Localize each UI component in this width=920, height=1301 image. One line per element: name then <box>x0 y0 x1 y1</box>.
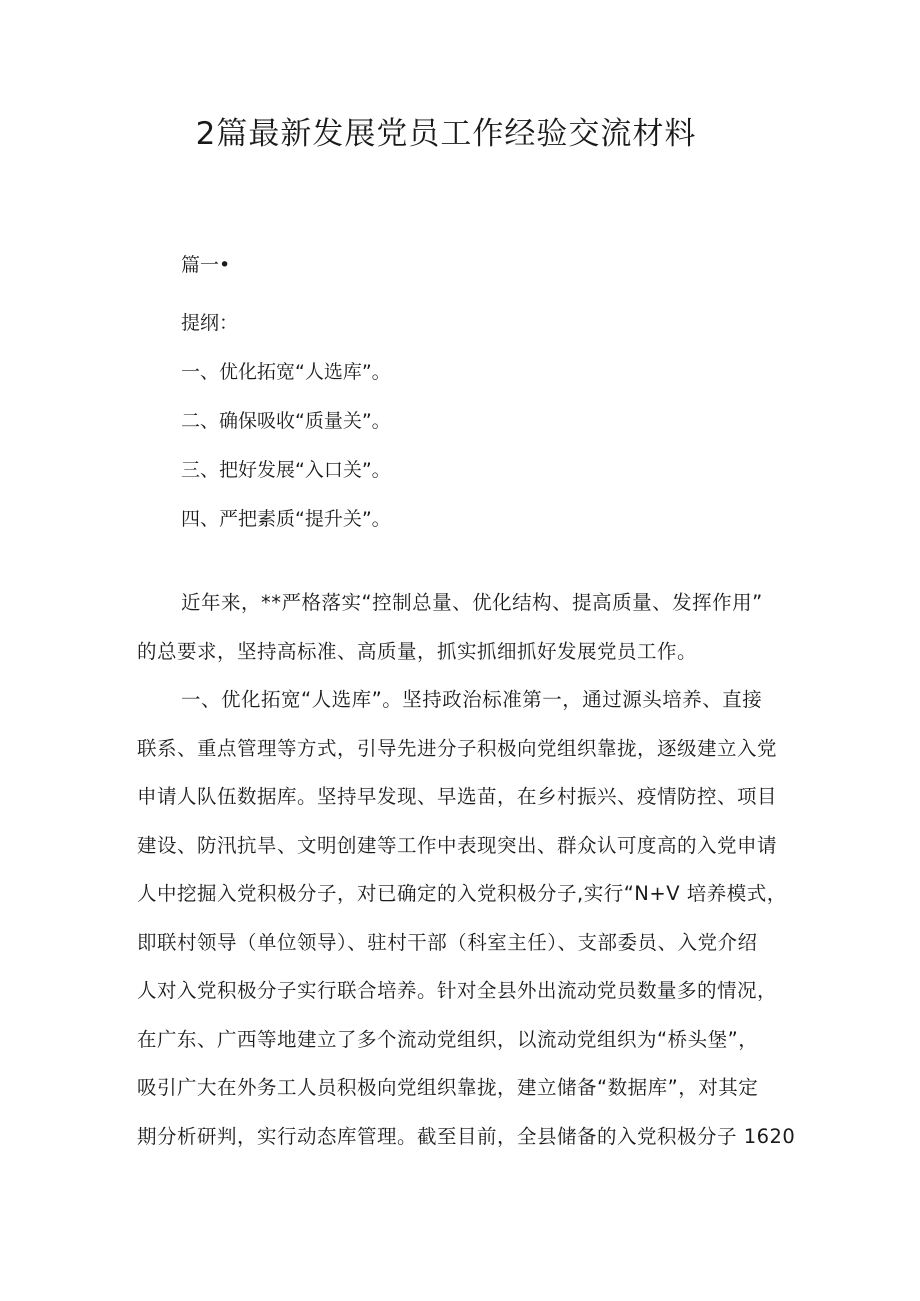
outline-item: 一、优化拓宽“人选库”。 <box>181 361 391 383</box>
paragraph-line: 的总要求，坚持高标准、高质量，抓实抓细抓好发展党员工作。 <box>137 639 698 663</box>
section-label: 篇一• <box>181 254 231 276</box>
paragraph-line: 联系、重点管理等方式，引导先进分子积极向党组织靠拢，逐级建立入党 <box>137 736 778 760</box>
paragraph-line: 在广东、广西等地建立了多个流动党组织，以流动党组织为“桥头堡”， <box>137 1027 759 1051</box>
paragraph-line: 建设、防汛抗旱、文明创建等工作中表现突出、群众认可度高的入党申请 <box>137 833 778 857</box>
paragraph-line: 一、优化拓宽“人选库”。坚持政治标准第一，通过源头培养、直接 <box>181 688 763 711</box>
outline <box>181 308 391 553</box>
outline-item: 二、确保吸收“质量关”。 <box>181 410 391 432</box>
document-title: 2篇最新发展党员工作经验交流材料 <box>195 116 697 152</box>
outline-item: 三、把好发展“入口关”。 <box>181 459 391 481</box>
paragraph-line: 近年来，**严格落实“控制总量、优化结构、提高质量、发挥作用” <box>181 591 763 614</box>
outline-item: 四、严把素质“提升关”。 <box>181 508 391 530</box>
body-text <box>137 588 796 1170</box>
paragraph-line: 人对入党积极分子实行联合培养。针对全县外出流动党员数量多的情况， <box>137 979 778 1002</box>
paragraph-line: 人中挖掘入党积极分子，对已确定的入党积极分子,实行“N+V 培养模式， <box>137 882 787 905</box>
paragraph-line: 吸引广大在外务工人员积极向党组织靠拢，建立储备“数据库”，对其定 <box>137 1076 759 1099</box>
paragraph-line: 申请人队伍数据库。坚持早发现、早选苗，在乡村振兴、疫情防控、项目 <box>137 785 778 808</box>
paragraph-line: 期分析研判，实行动态库管理。截至目前，全县储备的入党积极分子 1620 <box>137 1124 796 1148</box>
paragraph-line: 即联村领导（单位领导）、驻村干部（科室主任）、支部委员、入党介绍 <box>137 930 758 954</box>
outline-heading: 提纲： <box>181 312 239 334</box>
